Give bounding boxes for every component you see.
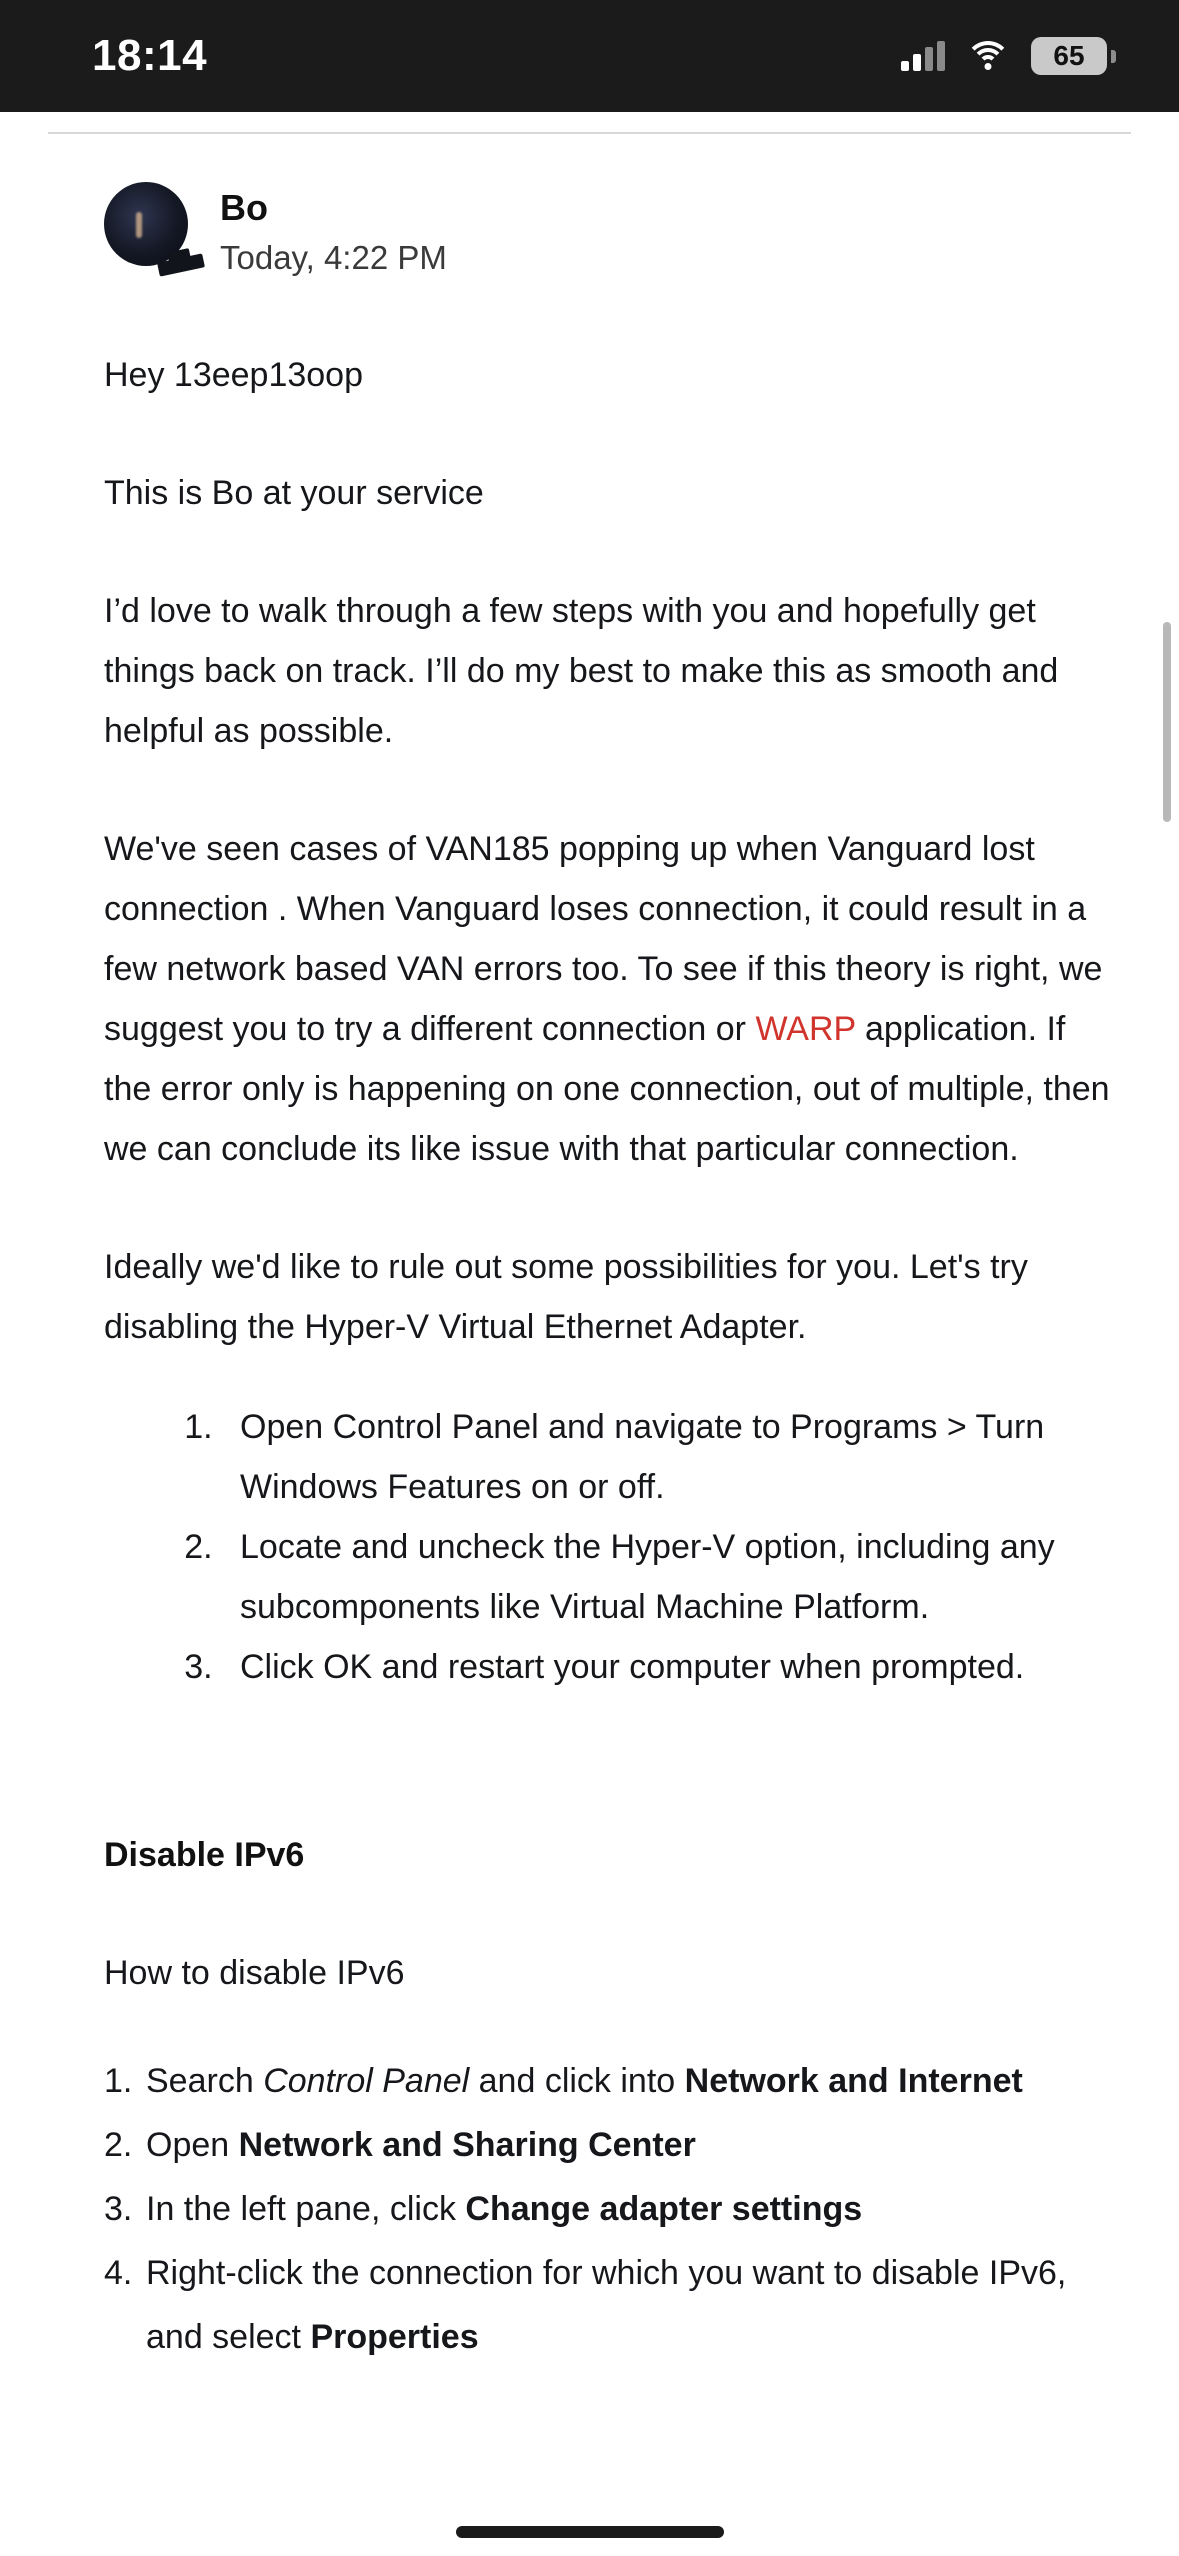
list-item (104, 2241, 1117, 2369)
message-content (0, 132, 1179, 2369)
paragraph-1: I’d love to walk through a few steps with you and hopefully get things back on track. I’ll do my best to make this as smooth and helpful as possible. (104, 592, 1059, 751)
sender-meta (220, 182, 447, 277)
paragraph-2-part1: We've seen cases of VAN185 popping up when Vanguard lost connection . When Vanguard loses connection, it could result in a few network based VAN errors too. To see if this theory is right, we suggest you to try a different connection or (104, 830, 1103, 1049)
list-item: 3. Click OK and restart your computer when prompted. (222, 1637, 1117, 1697)
text-pre: Search (146, 2062, 264, 2101)
paragraph-2-part2: application. If the error only is happening on one connection, out of multiple, then we can conclude its like issue with that particular connection. (104, 1010, 1110, 1169)
avatar-glow (136, 212, 142, 238)
avatar[interactable] (104, 182, 188, 266)
list-item (104, 2049, 1117, 2113)
list-item-number: 1. (104, 2062, 133, 2101)
battery-icon (1031, 37, 1107, 75)
message-timestamp: Today, 4:22 PM (220, 239, 447, 277)
list-item-text (146, 2241, 1117, 2369)
text-mid: and click into (469, 2062, 685, 2101)
list-item-text (146, 2113, 696, 2177)
list-item-number: 2. (104, 2126, 133, 2165)
intro-paragraph: This is Bo at your service (104, 474, 484, 513)
paragraph-2 (104, 761, 1117, 1179)
scrollbar[interactable] (1163, 622, 1171, 822)
wifi-icon (967, 41, 1009, 71)
cellular-signal-icon (901, 41, 945, 71)
list-item-text (146, 2049, 1023, 2113)
status-bar (0, 0, 1179, 112)
ipv6-steps-list (104, 2003, 1117, 2369)
sender-name: Bo (220, 187, 268, 228)
text-bold: Change adapter settings (465, 2190, 863, 2229)
warp-link[interactable]: WARP (755, 1010, 856, 1049)
home-indicator[interactable] (456, 2526, 724, 2538)
list-item: 1. Open Control Panel and navigate to Programs > Turn Windows Features on or off. (222, 1397, 1117, 1517)
graduation-cap-icon (157, 253, 205, 276)
list-item (104, 2177, 1117, 2241)
battery-cap (1111, 50, 1116, 63)
message-body (0, 277, 1179, 2369)
hyperv-steps-list (104, 1357, 1117, 1697)
text-italic: Control Panel (263, 2062, 470, 2101)
text-pre: In the left pane, click (146, 2190, 466, 2229)
text-bold: Network and Internet (684, 2062, 1023, 2101)
text-bold: Properties (310, 2318, 479, 2357)
status-time: 18:14 (92, 31, 208, 80)
list-item: 2. Locate and uncheck the Hyper-V option, including any subcomponents like Virtual Machine Platform. (222, 1517, 1117, 1637)
list-item-number: 4. (104, 2254, 133, 2293)
section-subtitle: How to disable IPv6 (104, 1954, 405, 1993)
text-pre: Right-click the connection for which you want to disable IPv6, and select (146, 2254, 1067, 2357)
list-item (104, 2113, 1117, 2177)
greeting-paragraph: Hey 13eep13oop (104, 356, 364, 395)
section-title-disable-ipv6: Disable IPv6 (104, 1836, 305, 1875)
sender-header (0, 134, 1179, 277)
text-bold: Network and Sharing Center (238, 2126, 696, 2165)
paragraph-3: Ideally we'd like to rule out some possibilities for you. Let's try disabling the Hyper-V Virtual Ethernet Adapter. (104, 1248, 1028, 1347)
status-indicators (901, 37, 1107, 75)
battery-percent-label: 65 (1053, 40, 1085, 71)
text-pre: Open (146, 2126, 239, 2165)
list-item-text (146, 2177, 862, 2241)
list-item-number: 3. (104, 2190, 133, 2229)
